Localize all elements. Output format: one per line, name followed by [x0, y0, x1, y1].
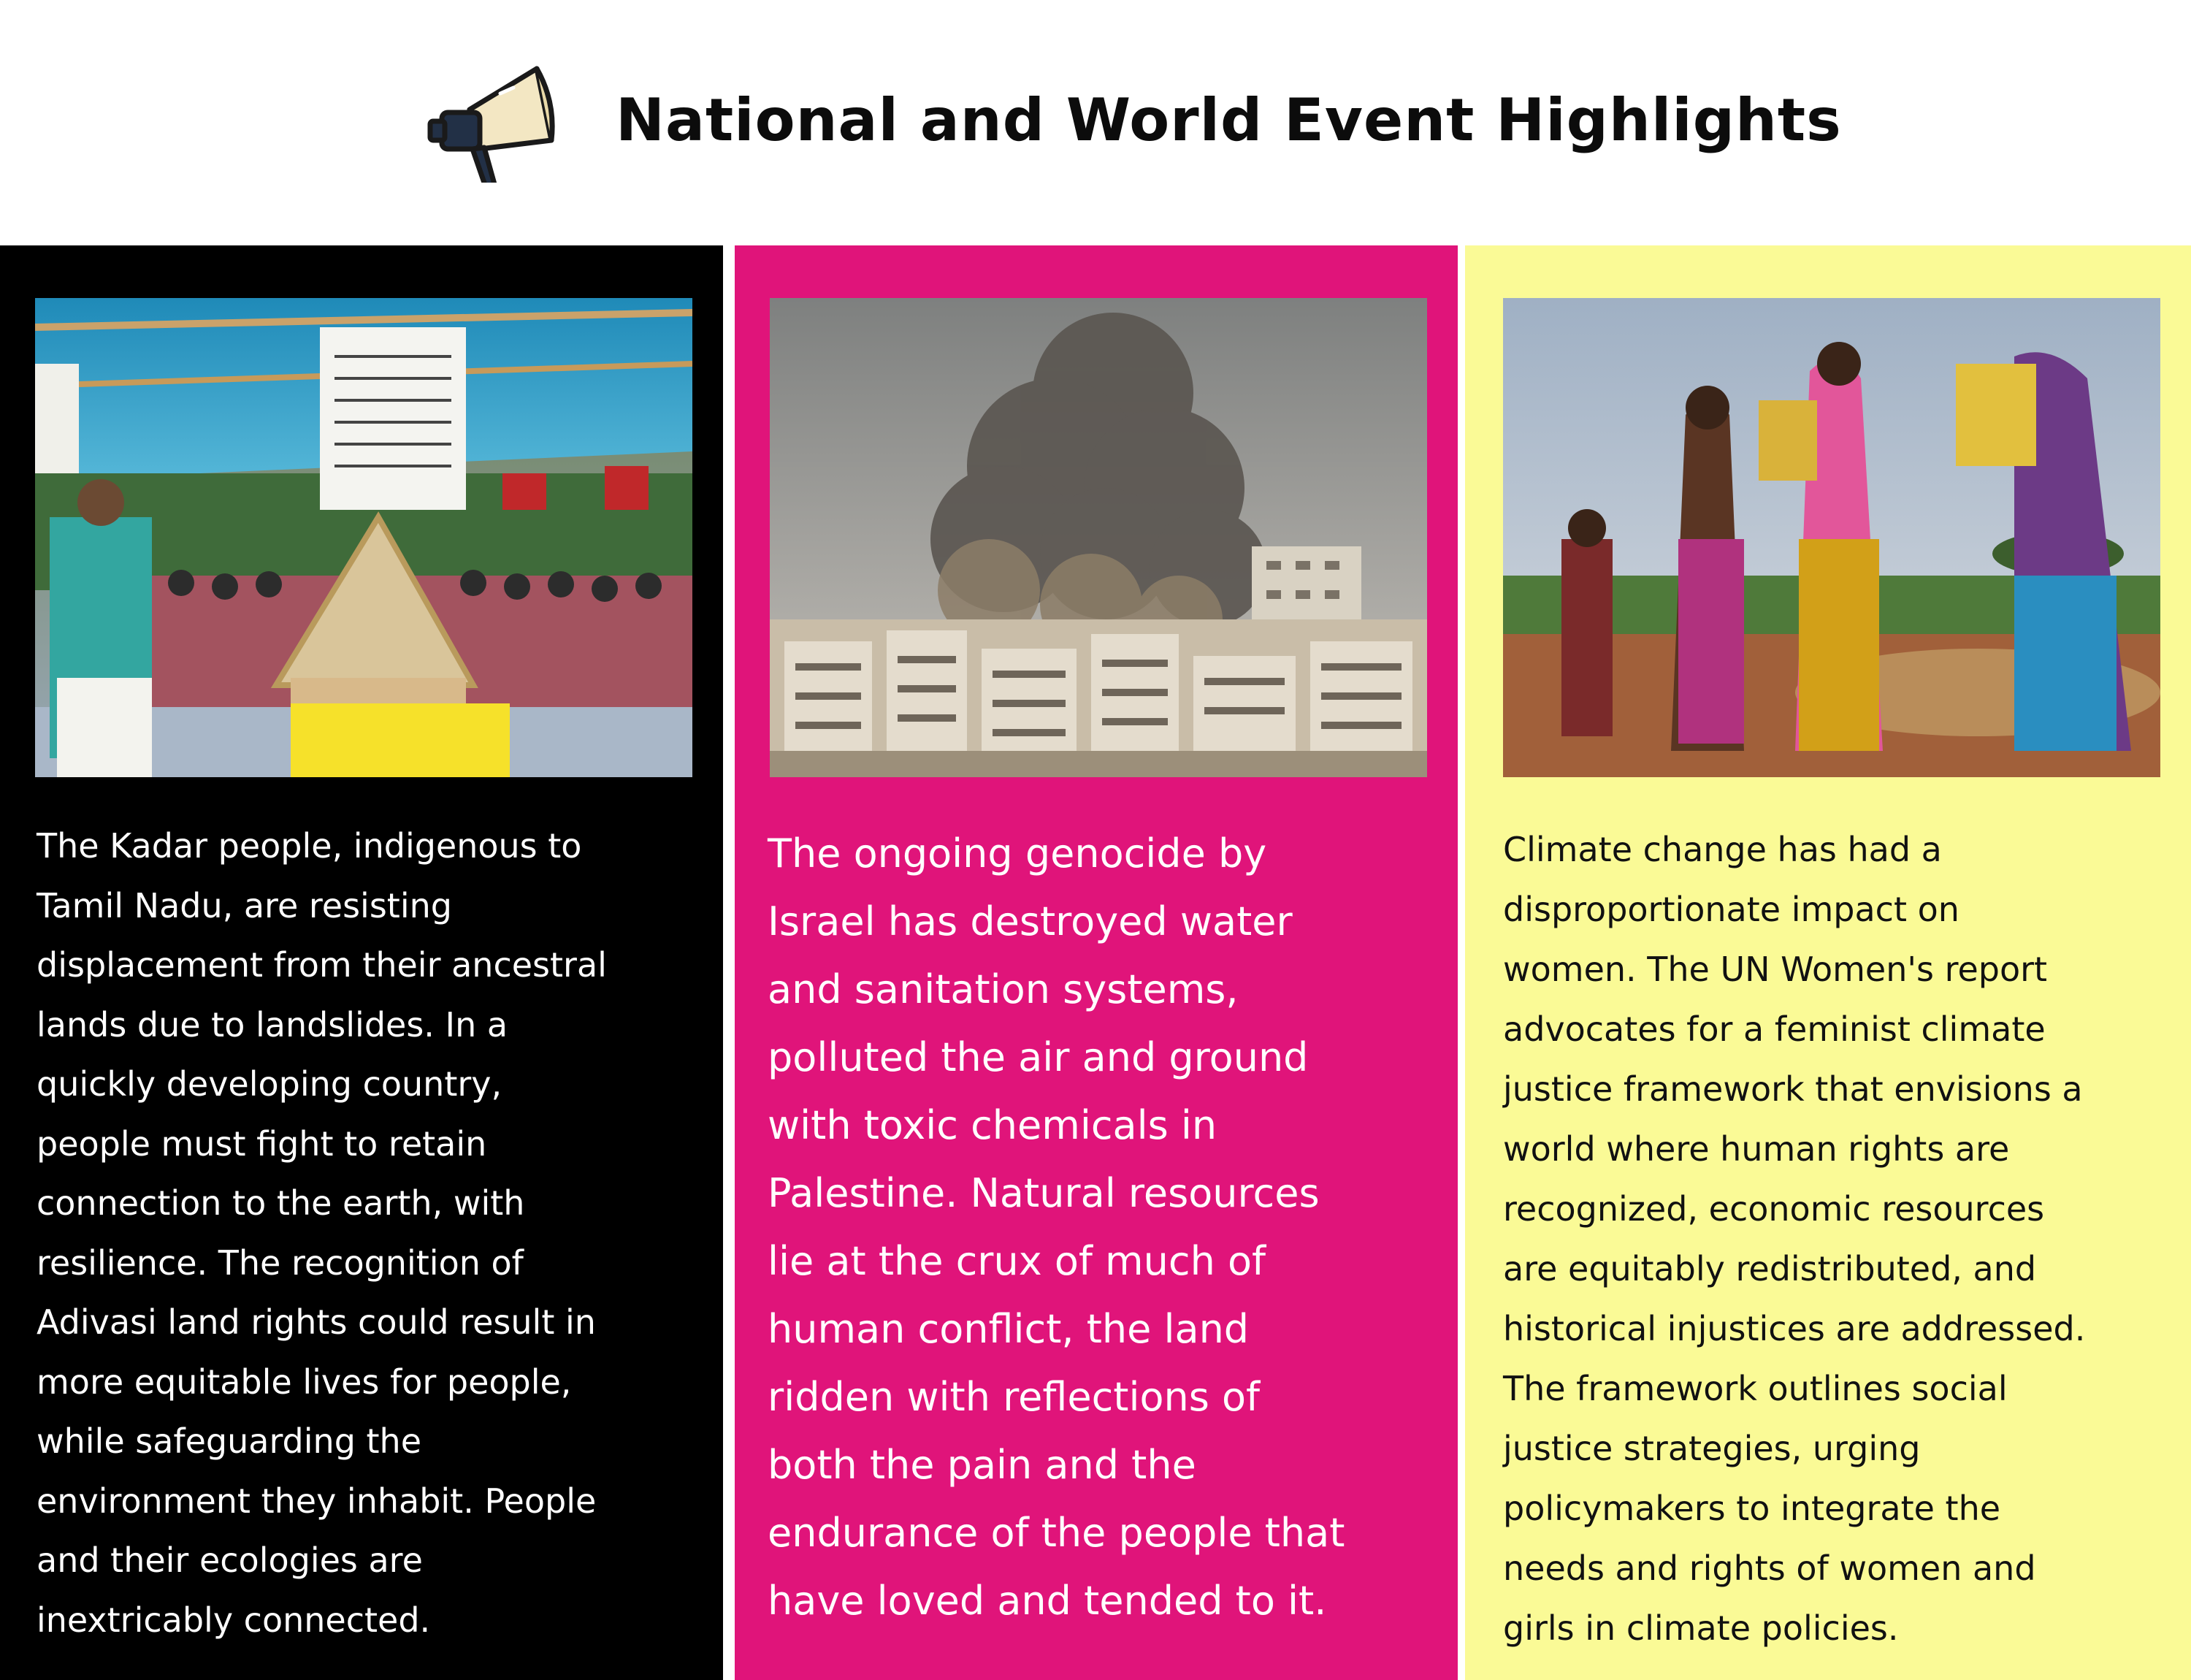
megaphone-icon	[427, 58, 555, 183]
city-smoke-photo	[770, 298, 1427, 777]
page-header	[0, 0, 2191, 245]
women-water-photo	[1503, 298, 2160, 777]
kadar-text: The Kadar people, indigenous to Tamil Nadu, are resisting displacement from their ancestral lands due to landslides. In a quickly developing country, people must fight to retain connection to the earth, with resilience. The recognition of Adivasi land rights could result in more equitable lives for people, while safeguarding the environment they inhabit. People and their ecologies are inextricably connected.	[37, 826, 607, 1640]
page-title: National and World Event Highlights	[616, 86, 1842, 154]
highlight-panel-climate	[1465, 245, 2191, 1680]
highlight-panel-kadar	[0, 245, 723, 1680]
palestine-text: The ongoing genocide by Israel has destroyed water and sanitation systems, polluted the air and ground with toxic chemicals in Palestine. Natural resources lie at the crux of much of human conflict, the land ridden with reflections of both the pain and the endurance of the people that have loved and tended to it.	[768, 831, 1345, 1624]
highlight-panel-palestine	[735, 245, 1458, 1680]
kadar-protest-photo	[35, 298, 692, 777]
climate-text: Climate change has had a disproportionate impact on women. The UN Women's report advocates for a feminist climate justice framework that envisions a world where human rights are recognized, economic resources are equitably redistributed, and historical injustices are addressed. The framework outlines social justice strategies, urging policymakers to integrate the needs and rights of women and girls in climate policies.	[1503, 830, 2086, 1648]
